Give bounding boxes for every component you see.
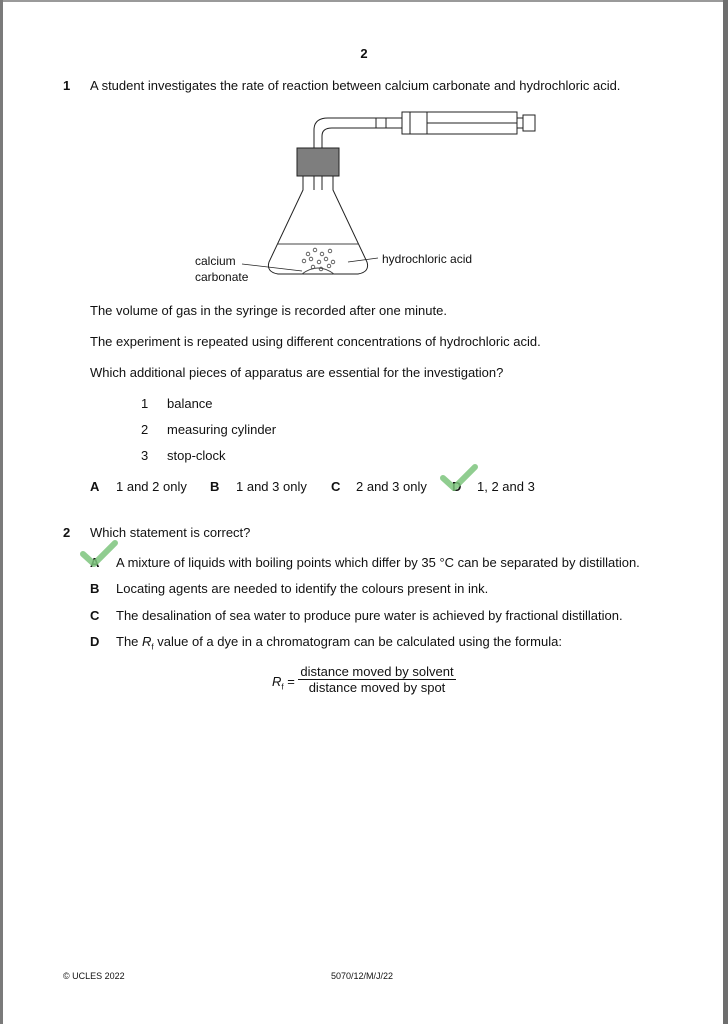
item-text: stop-clock bbox=[167, 448, 226, 463]
formula-denominator: distance moved by spot bbox=[308, 680, 446, 695]
question-1-line-2: The experiment is repeated using different concentrations of hydrochloric acid. bbox=[90, 334, 541, 349]
q2-option-b-text[interactable]: Locating agents are needed to identify the colours present in ink. bbox=[116, 581, 489, 596]
item-text: balance bbox=[167, 396, 213, 411]
question-1-line-3: Which additional pieces of apparatus are essential for the investigation? bbox=[90, 365, 504, 380]
q1-option-b-letter[interactable]: B bbox=[210, 479, 220, 494]
formula-numerator: distance moved by solvent bbox=[300, 664, 454, 679]
formula-fraction bbox=[298, 664, 456, 695]
item-text: measuring cylinder bbox=[167, 422, 277, 437]
q1-option-a-letter[interactable]: A bbox=[90, 479, 100, 494]
question-1-line-1: The volume of gas in the syringe is recorded after one minute. bbox=[90, 303, 447, 318]
window-frame-top bbox=[0, 0, 728, 2]
q2-option-b-letter[interactable]: B bbox=[90, 581, 100, 596]
footer-paper-code: 5070/12/M/J/22 bbox=[331, 971, 394, 981]
q1-option-b-text[interactable]: 1 and 3 only bbox=[236, 479, 307, 494]
rf-subscript: f bbox=[151, 642, 154, 652]
q2-option-d-letter[interactable]: D bbox=[90, 634, 100, 649]
flask bbox=[242, 148, 378, 274]
q2-option-a-letter[interactable]: A bbox=[90, 555, 100, 570]
item-number: 2 bbox=[141, 422, 149, 437]
q1-option-d-text[interactable]: 1, 2 and 3 bbox=[477, 479, 535, 494]
question-1-stem: A student investigates the rate of reaction between calcium carbonate and hydrochloric acid. bbox=[90, 78, 621, 93]
q1-option-a-text[interactable]: 1 and 2 only bbox=[116, 479, 187, 494]
footer-copyright: © UCLES 2022 bbox=[63, 971, 125, 981]
window-frame-right bbox=[723, 0, 728, 1024]
page-number: 2 bbox=[360, 46, 368, 61]
label-carbonate: carbonate bbox=[195, 270, 249, 284]
q1-answer-check-icon bbox=[440, 464, 478, 492]
item-number: 3 bbox=[141, 448, 149, 463]
formula-lhs: $R_f$ = bbox=[272, 674, 295, 692]
q2-option-a-text[interactable]: A mixture of liquids with boiling points which differ by 35 °C can be separated by distillation. bbox=[116, 555, 640, 570]
rf-symbol: R bbox=[142, 634, 152, 649]
q2-option-c-text[interactable]: The desalination of sea water to produce pure water is achieved by fractional distillation. bbox=[116, 608, 623, 623]
q2-answer-check-icon bbox=[80, 540, 118, 568]
q1-option-c-letter[interactable]: C bbox=[331, 479, 341, 494]
q2-option-d-text[interactable] bbox=[116, 634, 562, 652]
label-hydrochloric-acid: hydrochloric acid bbox=[382, 252, 473, 266]
label-calcium: calcium bbox=[195, 254, 236, 268]
question-1-number: 1 bbox=[63, 78, 71, 93]
q2-option-d-body: value of a dye in a chromatogram can be calculated using the formula: bbox=[157, 634, 562, 649]
question-2-number: 2 bbox=[63, 525, 71, 540]
question-2-stem: Which statement is correct? bbox=[90, 525, 251, 540]
window-frame-left bbox=[0, 0, 3, 1024]
q1-option-d-letter[interactable]: D bbox=[452, 479, 462, 494]
item-number: 1 bbox=[141, 396, 149, 411]
q2-option-d-prefix: The bbox=[116, 634, 139, 649]
q2-option-c-letter[interactable]: C bbox=[90, 608, 100, 623]
syringe bbox=[376, 112, 535, 134]
apparatus-diagram bbox=[190, 104, 550, 294]
q1-option-c-text[interactable]: 2 and 3 only bbox=[356, 479, 427, 494]
